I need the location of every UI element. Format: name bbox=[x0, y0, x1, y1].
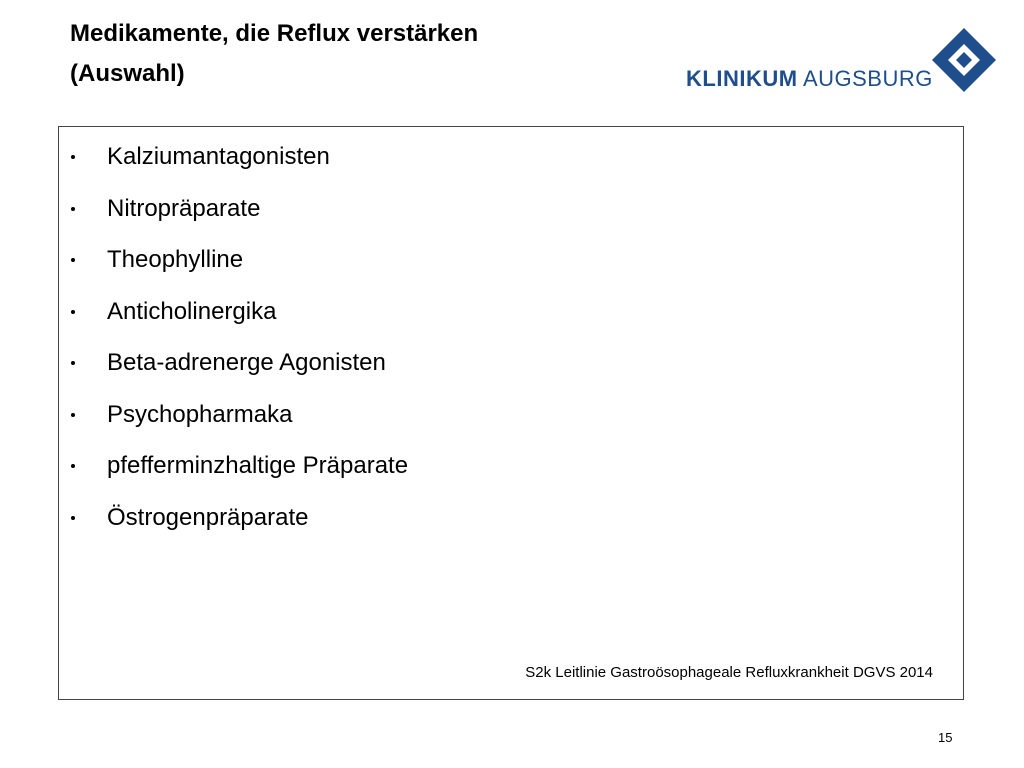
bullet-dot-icon bbox=[71, 413, 75, 417]
bullet-text: Kalziumantagonisten bbox=[107, 143, 330, 170]
content-box bbox=[58, 126, 964, 700]
bullet-item bbox=[71, 141, 408, 193]
bullet-dot-icon bbox=[71, 258, 75, 262]
bullet-text: Nitropräparate bbox=[107, 194, 261, 222]
bullet-text: Östrogenpräparate bbox=[107, 503, 309, 531]
bullet-text: pfefferminzhaltige Präparate bbox=[107, 452, 409, 479]
bullet-dot-icon bbox=[71, 516, 75, 520]
klinikum-augsburg-logo-text bbox=[686, 66, 933, 92]
logo-text-klinikum: KLINIKUM bbox=[686, 66, 798, 91]
bullet-item bbox=[71, 347, 408, 399]
bullet-item bbox=[71, 193, 408, 245]
klinikum-logo-icon bbox=[930, 26, 998, 94]
slide-title bbox=[70, 14, 478, 94]
bullet-item bbox=[71, 502, 408, 554]
bullet-text: Theophylline bbox=[107, 246, 244, 273]
page-number: 15 bbox=[938, 730, 953, 745]
bullet-text: Psychopharmaka bbox=[107, 400, 293, 428]
source-citation: S2k Leitlinie Gastroösophageale Refluxkrankheit DGVS 2014 bbox=[525, 664, 933, 681]
slide-title-line-1: Medikamente, die Reflux verstärken bbox=[70, 20, 479, 47]
bullet-item bbox=[71, 296, 408, 348]
slide-title-line-2: (Auswahl) bbox=[70, 60, 185, 87]
logo-text-augsburg: AUGSBURG bbox=[802, 66, 933, 91]
bullet-dot-icon bbox=[71, 207, 75, 211]
bullet-text: Beta-adrenerge Agonisten bbox=[107, 349, 386, 376]
bullet-item bbox=[71, 399, 408, 451]
bullet-dot-icon bbox=[71, 310, 75, 314]
bullet-dot-icon bbox=[71, 464, 75, 468]
bullet-dot-icon bbox=[71, 361, 75, 365]
bullet-text: Anticholinergika bbox=[107, 297, 277, 325]
bullet-item bbox=[71, 244, 408, 296]
bullet-list bbox=[71, 141, 408, 553]
bullet-dot-icon bbox=[71, 155, 75, 159]
bullet-item bbox=[71, 450, 408, 502]
